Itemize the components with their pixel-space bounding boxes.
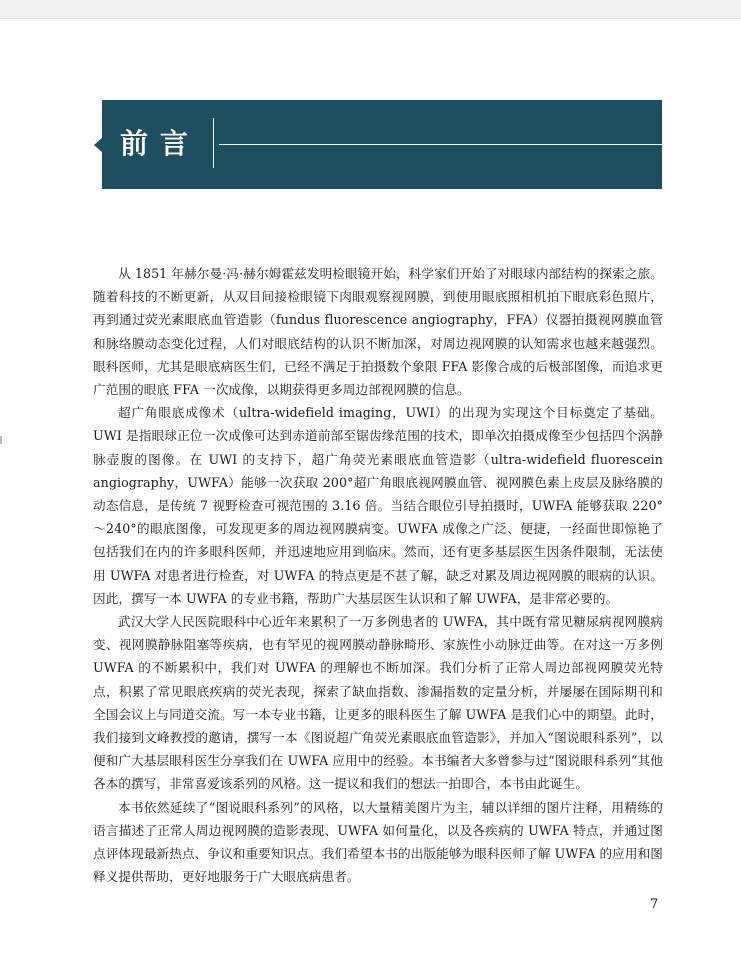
page-top-edge xyxy=(0,0,741,19)
banner-divider-horizontal xyxy=(219,144,662,145)
page-number: 7 xyxy=(650,897,659,912)
chapter-title: 前言 xyxy=(120,127,201,160)
paragraph-2: 超广角眼底成像术（ultra-widefield imaging，UWI）的出现为实现这个目标奠定了基础。UWI 是指眼球正位一次成像可达到赤道前部至锯齿缘范围的技术，即单次拍摄成像至少包括四个涡静脉壶腹的图像。在 UWI 的支持下，超广角荧光素眼底血管造影（ultra-widefield fluorescein angiography，UWFA）能够一次获取 200°超广角眼底视网膜血管、视网膜色素上皮层及脉络膜的动态信息，是传统 7 视野检查可视范围的 3.16 倍。当结合眼位引导拍摄时，UWFA 能够获取 220°～240°的眼底图像，可发现更多的周边视网膜病变。UWFA 成像之广泛、便捷，一经面世即惊艳了包括我们在内的许多眼科医师，并迅速地应用到临床。然而，还有更多基层医生因条件限制，无法使用 UWFA 对患者进行检查，对 UWFA 的特点更是不甚了解，缺乏对累及周边视网膜的眼病的认识。因此，撰写一本 UWFA 的专业书籍，帮助广大基层医生认识和了解 UWFA，是非常必要的。 xyxy=(93,405,663,606)
paragraph-3: 武汉大学人民医院眼科中心近年来累积了一万多例患者的 UWFA，其中既有常见糖尿病视网膜病变、视网膜静脉阻塞等疾病，也有罕见的视网膜动静脉畸形、家族性小动脉迂曲等。在对这一万多例 UWFA 的不断累积中，我们对 UWFA 的理解也不断加深。我们分析了正常人周边部视网膜荧光特点，积累了常见眼底疾病的荧光表现，探索了缺血指数、渗漏指数的定量分析，并屡屡在国际期刊和全国会议上与同道交流。写一本专业书籍，让更多的眼科医生了解 UWFA 是我们心中的期望。此时，我们接到文峰教授的邀请，撰写一本《图说超广角荧光素眼底血管造影》，并加入“图说眼科系列”，以便和广大基层眼科医生分享我们在 UWFA 应用中的经验。本书编者大多曾参与过“图说眼科系列”其他各本的撰写，非常喜爱该系列的风格。这一提议和我们的想法一拍即合，本书由此诞生。 xyxy=(93,614,663,792)
banner-notch xyxy=(94,137,103,153)
margin-mark xyxy=(0,436,2,444)
paragraph-4: 本书依然延续了“图说眼科系列”的风格，以大量精美图片为主，辅以详细的图片注释，用精练的语言描述了正常人周边视网膜的造影表现、UWFA 如何量化，以及各疾病的 UWFA 特点，并通过图点评体现最新热点、争议和重要知识点。我们希望本书的出版能够为眼科医师了解 UWFA 的应用和图释义提供帮助，更好地服务于广大眼底病患者。 xyxy=(93,799,663,885)
banner-divider-vertical xyxy=(213,118,214,168)
preface-body xyxy=(93,262,663,888)
paragraph-1: 从 1851 年赫尔曼·冯·赫尔姆霍兹发明检眼镜开始，科学家们开始了对眼球内部结构的探索之旅。随着科技的不断更新，从双目间接检眼镜下肉眼观察视网膜，到使用眼底照相机拍下眼底彩色照片，再到通过荧光素眼底血管造影（fundus fluorescence angiography，FFA）仪器拍摄视网膜血管和脉络膜动态变化过程，人们对眼底结构的认识不断加深，对周边视网膜的认知需求也越来越强烈。眼科医师，尤其是眼底病医生们，已经不满足于拍摄数个象限 FFA 影像合成的后极部图像，而追求更广范围的眼底 FFA 一次成像，以期获得更多周边部视网膜的信息。 xyxy=(93,266,663,398)
